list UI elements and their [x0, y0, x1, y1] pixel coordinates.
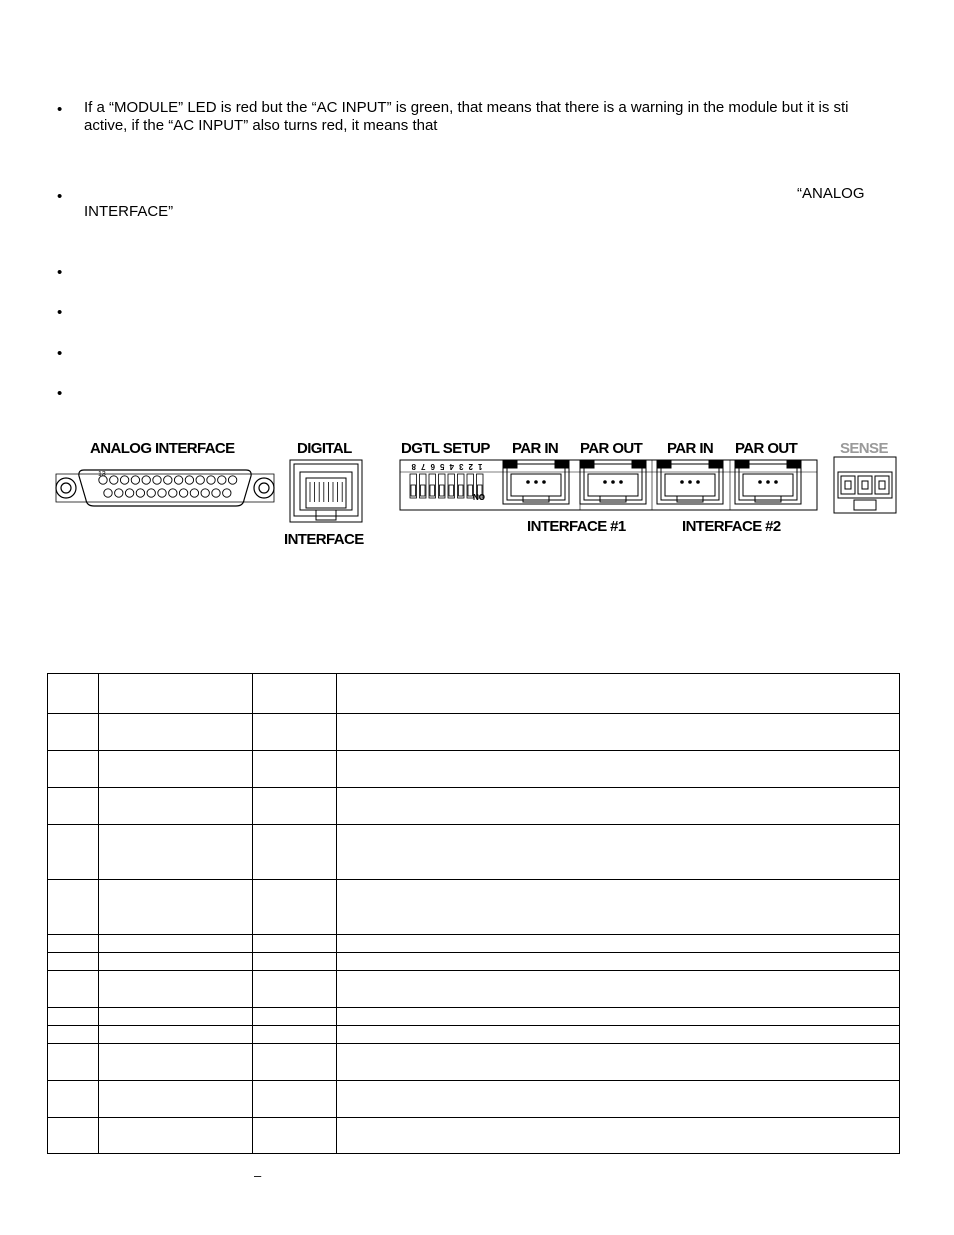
- db25-pin: [201, 489, 209, 497]
- digital-label-bottom: INTERFACE: [284, 531, 364, 548]
- table-cell: [337, 880, 900, 935]
- table-cell: [253, 1081, 337, 1118]
- db25-pin: [125, 489, 133, 497]
- db25-pin: [164, 476, 172, 484]
- dip-switch-lever: [468, 485, 473, 496]
- table-cell: [99, 674, 253, 714]
- table-row: [48, 1118, 900, 1154]
- dip-number-label: 3: [459, 462, 464, 471]
- par-out-2-label: PAR OUT: [735, 440, 798, 457]
- sense-label: SENSE: [840, 440, 888, 457]
- interface-1-label: INTERFACE #1: [527, 518, 626, 535]
- table-cell: [337, 674, 900, 714]
- table-row: [48, 971, 900, 1008]
- db25-pins: [99, 476, 237, 497]
- table-cell: [99, 953, 253, 971]
- table-row: [48, 1026, 900, 1044]
- table-cell: [337, 1044, 900, 1081]
- table-cell: [48, 1008, 99, 1026]
- bullet-marker: •: [57, 264, 63, 281]
- rear-panel-diagram: [0, 430, 954, 560]
- table-cell: [99, 880, 253, 935]
- table-row: [48, 788, 900, 825]
- table-row: [48, 880, 900, 935]
- table-cell: [337, 953, 900, 971]
- db25-pin: [120, 476, 128, 484]
- sense-connector: [834, 457, 896, 513]
- db25-pin: [179, 489, 187, 497]
- table-cell: [337, 751, 900, 788]
- table-cell: [99, 1118, 253, 1154]
- table-row: [48, 751, 900, 788]
- table-row: [48, 953, 900, 971]
- table-cell: [48, 1026, 99, 1044]
- table-cell: [253, 1008, 337, 1026]
- parameter-table: [47, 673, 900, 1154]
- table-row: [48, 714, 900, 751]
- table-cell: [253, 788, 337, 825]
- bullet-2-line-1: “ANALOG: [797, 185, 865, 202]
- digital-interface-connector: [290, 460, 362, 522]
- db25-pin: [185, 476, 193, 484]
- table-cell: [48, 880, 99, 935]
- dip-switch-lever: [421, 485, 426, 496]
- dip-number-label: 7: [421, 462, 426, 471]
- table-row: [48, 1008, 900, 1026]
- dip-number-label: 1: [478, 462, 483, 471]
- table-cell: [48, 1081, 99, 1118]
- table-cell: [99, 751, 253, 788]
- table-cell: [48, 971, 99, 1008]
- rj45-port: [503, 460, 569, 504]
- table-cell: [337, 971, 900, 1008]
- db25-connector: [56, 470, 274, 506]
- table-cell: [253, 880, 337, 935]
- table-cell: [253, 674, 337, 714]
- dip-switch-lever: [440, 485, 445, 496]
- db25-pin: [196, 476, 204, 484]
- bullet-marker: •: [57, 345, 63, 362]
- bullet-2-line-2: INTERFACE”: [84, 203, 174, 220]
- dip-number-label: 5: [440, 462, 445, 471]
- analog-interface-label: ANALOG INTERFACE: [90, 440, 235, 457]
- parameter-table-body: [48, 674, 900, 1154]
- db25-pin: [142, 476, 150, 484]
- db25-pin: [115, 489, 123, 497]
- table-cell: [337, 1118, 900, 1154]
- table-cell: [253, 953, 337, 971]
- bullet-text-1: [84, 99, 884, 135]
- bullet-marker: •: [57, 101, 63, 118]
- table-cell: [48, 751, 99, 788]
- par-in-2-label: PAR IN: [667, 440, 714, 457]
- dip-number-label: 8: [411, 462, 416, 471]
- dgtl-setup-label: DGTL SETUP: [401, 440, 490, 457]
- table-cell: [337, 788, 900, 825]
- bullet-marker: •: [57, 385, 63, 402]
- rj45-port: [735, 460, 801, 504]
- dip-number-label: 2: [468, 462, 473, 471]
- digital-interface-contacts: [310, 482, 342, 502]
- footer-mark: –: [254, 1168, 262, 1183]
- db25-pin: [169, 489, 177, 497]
- table-cell: [99, 1026, 253, 1044]
- dip-switch: [410, 462, 483, 498]
- table-cell: [99, 825, 253, 880]
- table-cell: [253, 1044, 337, 1081]
- table-cell: [48, 788, 99, 825]
- table-row: [48, 1044, 900, 1081]
- table-cell: [99, 1044, 253, 1081]
- dip-switch-lever: [430, 485, 435, 496]
- bullet-1-line-1: If a “MODULE” LED is red but the “AC INPUT” is green, that means that there is a warning in the module but it is sti: [84, 99, 849, 116]
- pin-number-label: 13: [98, 471, 106, 478]
- db25-pin: [104, 489, 112, 497]
- table-cell: [253, 825, 337, 880]
- db25-pin: [147, 489, 155, 497]
- table-cell: [253, 935, 337, 953]
- rj45-port: [580, 460, 646, 504]
- table-cell: [48, 674, 99, 714]
- dip-number-label: 4: [449, 462, 454, 471]
- db25-pin: [131, 476, 139, 484]
- table-cell: [99, 971, 253, 1008]
- db25-pin: [218, 476, 226, 484]
- dip-switch-lever: [459, 485, 464, 496]
- dip-number-label: 6: [430, 462, 435, 471]
- dip-switch-lever: [411, 485, 416, 496]
- interface-2-label: INTERFACE #2: [682, 518, 781, 535]
- table-cell: [48, 953, 99, 971]
- table-cell: [99, 1008, 253, 1026]
- table-cell: [337, 1008, 900, 1026]
- db25-pin: [207, 476, 215, 484]
- table-cell: [253, 1026, 337, 1044]
- db25-pin: [190, 489, 198, 497]
- table-cell: [253, 971, 337, 1008]
- bullet-text-2: [84, 185, 884, 221]
- table-cell: [99, 788, 253, 825]
- table-cell: [337, 825, 900, 880]
- db25-pin: [228, 476, 236, 484]
- par-out-1-label: PAR OUT: [580, 440, 643, 457]
- table-cell: [253, 714, 337, 751]
- table-cell: [99, 714, 253, 751]
- table-row: [48, 825, 900, 880]
- table-cell: [337, 714, 900, 751]
- table-cell: [48, 825, 99, 880]
- table-cell: [337, 1026, 900, 1044]
- db25-pin: [153, 476, 161, 484]
- table-cell: [48, 935, 99, 953]
- table-cell: [337, 935, 900, 953]
- digital-label-top: DIGITAL: [297, 440, 352, 457]
- table-cell: [99, 1081, 253, 1118]
- table-cell: [48, 1044, 99, 1081]
- par-in-1-label: PAR IN: [512, 440, 559, 457]
- table-cell: [48, 1118, 99, 1154]
- rj45-port: [657, 460, 723, 504]
- db25-pin: [136, 489, 144, 497]
- dip-switch-lever: [449, 485, 454, 496]
- db25-pin: [212, 489, 220, 497]
- db25-pin: [223, 489, 231, 497]
- dip-on-label: ON: [473, 492, 485, 501]
- bullet-marker: •: [57, 304, 63, 321]
- table-cell: [253, 1118, 337, 1154]
- table-row: [48, 674, 900, 714]
- db25-pin: [158, 489, 166, 497]
- table-cell: [253, 751, 337, 788]
- table-cell: [99, 935, 253, 953]
- bullet-marker: •: [57, 188, 63, 205]
- table-cell: [337, 1081, 900, 1118]
- db25-pin: [110, 476, 118, 484]
- table-row: [48, 1081, 900, 1118]
- table-row: [48, 935, 900, 953]
- table-cell: [48, 714, 99, 751]
- db25-pin: [174, 476, 182, 484]
- bullet-1-line-2: active, if the “AC INPUT” also turns red, it means that: [84, 117, 438, 134]
